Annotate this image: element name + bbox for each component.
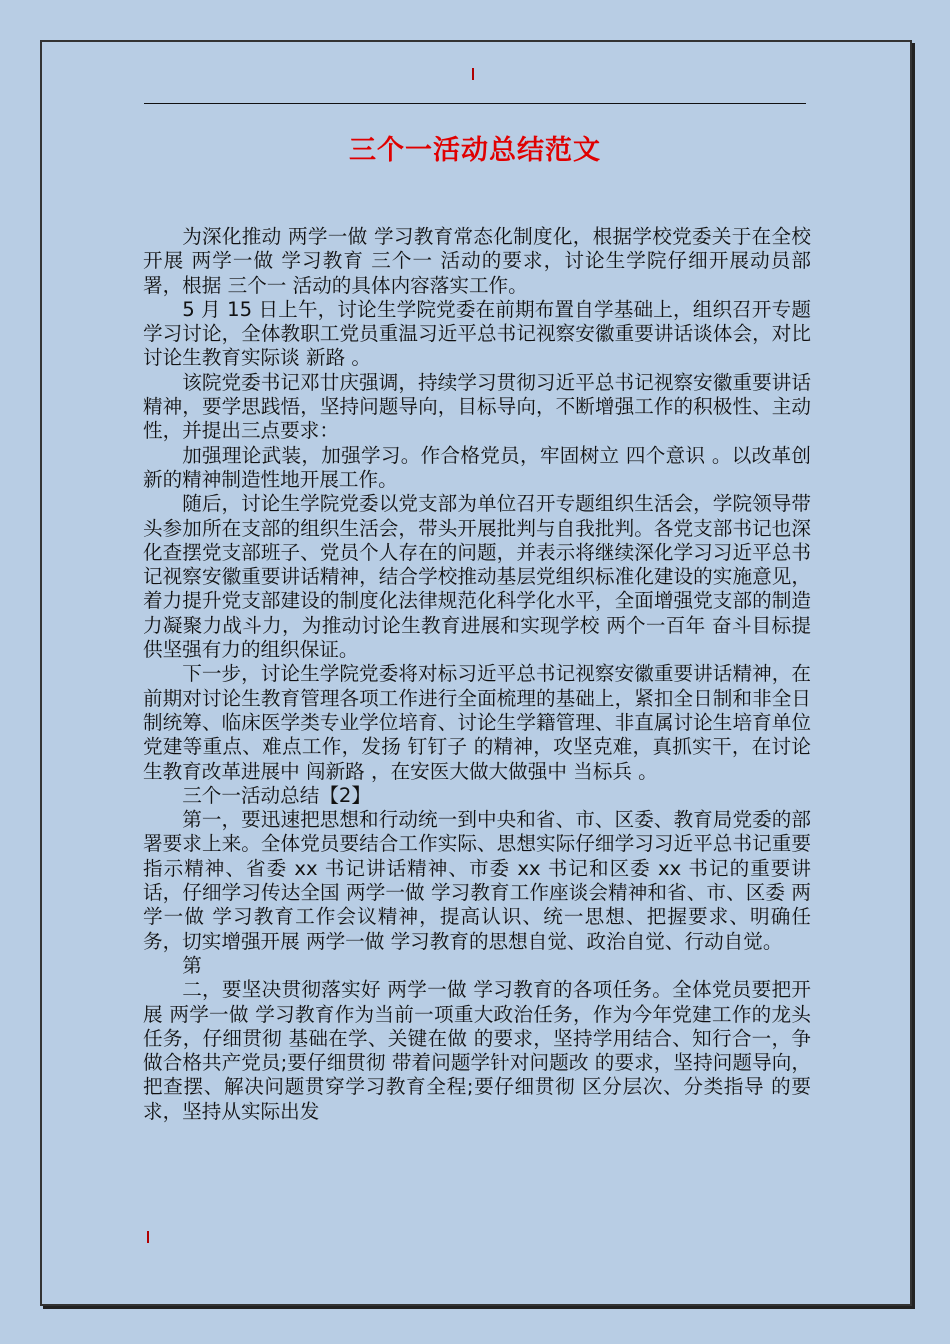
footer-cursor-mark bbox=[147, 1231, 149, 1243]
section-heading: 三个一活动总结【2】 bbox=[182, 783, 371, 807]
paragraph: 下一步，讨论生学院党委将对标习近平总书记视察安徽重要讲话精神，在前期对讨论生教育管理各项工作进行全面梳理的基础上，紧扣全日制和非全日制统筹、临床医学类专业学位培育、讨论生学籍管理、非直属讨论生培育单位党建等重点、难点工作，发扬 钉钉子 的精神，攻坚克难，真抓实干，在讨论生教育改革进展中 闯新路 ，在安医大做大做强中 当标兵 。 bbox=[143, 662, 811, 783]
document-title: 三个一活动总结范文 bbox=[349, 135, 601, 166]
header-rule bbox=[144, 103, 806, 104]
paragraph: 5 月 15 日上午，讨论生学院党委在前期布置自学基础上，组织召开专题学习讨论，全体教职工党员重温习近平总书记视察安徽重要讲话谈体会，对比讨论生教育实际谈 新路 。 bbox=[143, 297, 811, 370]
paragraph: 随后，讨论生学院党委以党支部为单位召开专题组织生活会，学院领导带头参加所在支部的组织生活会，带头开展批判与自我批判。各党支部书记也深化查摆党支部班子、党员个人存在的问题，并表示将继续深化学习习近平总书记视察安徽重要讲话精神，结合学校推动基层党组织标准化建设的实施意见，着力提升党支部建设的制度化法律规范化科学化水平，全面增强党支部的制造力凝聚力战斗力，为推动讨论生教育进展和实现学校 两个一百年 奋斗目标提供坚强有力的组织保证。 bbox=[143, 492, 811, 662]
paragraph: 二，要坚决贯彻落实好 两学一做 学习教育的各项任务。全体党员要把开展 两学一做 学习教育作为当前一项重大政治任务，作为今年党建工作的龙头任务，仔细贯彻 基础在学、关键在做 的要求，坚持学用结合、知行合一，争做合格共产党员;要仔细贯彻 带着问题学针对问题改 的要求，坚持问题导向，把查摆、解决问题贯穿学习教育全程;要仔细贯彻 区分层次、分类指导 的要求，坚持从实际出发 bbox=[143, 978, 811, 1123]
paragraph: 该院党委书记邓廿庆强调，持续学习贯彻习近平总书记视察安徽重要讲话精神，要学思践悟，坚持问题导向，目标导向，不断增强工作的积极性、主动性，并提出三点要求： bbox=[143, 370, 811, 443]
document-body bbox=[143, 225, 811, 1124]
paragraph: 为深化推动 两学一做 学习教育常态化制度化，根据学校党委关于在全校开展 两学一做 学习教育 三个一 活动的要求，讨论生学院仔细开展动员部署，根据 三个一 活动的具体内容落实工作。 bbox=[143, 225, 811, 297]
paragraph: 第一，要迅速把思想和行动统一到中央和省、市、区委、教育局党委的部署要求上来。全体党员要结合工作实际、思想实际仔细学习习近平总书记重要指示精神、省委 xx 书记讲话精神、市委 xx 书记和区委 xx 书记的重要讲话，仔细学习传达全国 两学一做 学习教育工作座谈会精神和省、市、区委 两学一做 学习教育工作会议精神，提高认识、统一思想、把握要求、明确任务，切实增强开展 两学一做 学习教育的思想自觉、政治自觉、行动自觉。 bbox=[143, 808, 811, 953]
paragraph: 加强理论武装，加强学习。作合格党员，牢固树立 四个意识 。以改革创新的精神制造性地开展工作。 bbox=[143, 443, 811, 491]
paragraph: 第 bbox=[182, 953, 202, 977]
header-cursor-mark bbox=[472, 68, 474, 80]
